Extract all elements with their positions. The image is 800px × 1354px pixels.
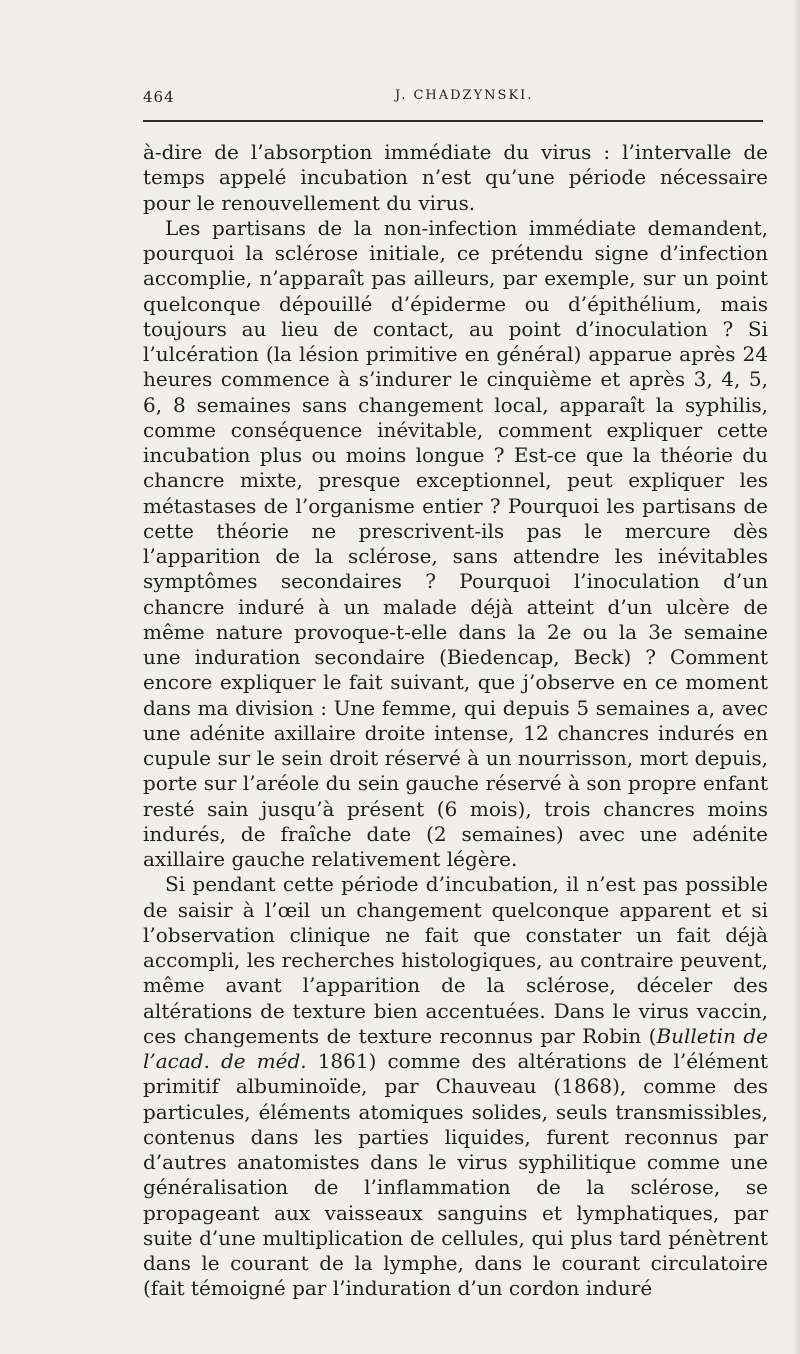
paragraph-histology xyxy=(143,872,768,1301)
paragraph-questions: Les partisans de la non-infection immédiate demandent, pourquoi la sclérose initiale, ce prétendu signe d’infection accomplie, n’apparaît pas ailleurs, par exemple, sur un point quelconque dépouillé d’épiderme ou d’épithélium, mais toujours au lieu de contact, au point d’inoculation ? Si l’ulcération (la lésion primitive en général) apparue après 24 heures commence à s’indurer le cinquième et après 3, 4, 5, 6, 8 semaines sans changement local, apparaît la syphilis, comme conséquence inévitable, comment expliquer cette incubation plus ou moins longue ? Est-ce que la théorie du chancre mixte, presque exceptionnel, peut expliquer les métastases de l’organisme entier ? Pourquoi les partisans de cette théorie ne prescrivent-ils pas le mercure dès l’apparition de la sclérose, sans attendre les inévitables symptômes secondaires ? Pourquoi l’inoculation d’un chancre induré à un malade déjà atteint d’un ulcère de même nature provoque-t-elle dans la 2e ou la 3e semaine une induration secondaire (Biedencap, Beck) ? Comment encore expliquer le fait suivant, que j’observe en ce moment dans ma division : Une femme, qui depuis 5 semaines a, avec une adénite axillaire droite intense, 12 chancres indurés en cupule sur le sein droit réservé à un nourrisson, mort depuis, porte sur l’aréole du sein gauche réservé à son propre enfant resté sain jusqu’à présent (6 mois), trois chancres moins indurés, de fraîche date (2 semaines) avec une adénite axillaire gauche relativement légère. xyxy=(143,215,768,871)
page-number: 464 xyxy=(143,88,175,106)
citation-bulletin: Bulletin de l’acad. de méd. xyxy=(143,1023,768,1073)
paragraph-continuation: à-dire de l’absorption immédiate du virus : l’intervalle de temps appelé incubation n’est qu’une période nécessaire pour le renouvellement du virus. xyxy=(143,140,768,215)
header-rule xyxy=(143,120,763,122)
paragraph-histology-end: 1861) comme des altérations de l’élément primitif albuminoïde, par Chauveau (1868), comme des particules, éléments atomiques solides, seuls transmissibles, contenus dans les parties liquides, furent reconnus par d’autres anatomistes dans le virus syphilitique comme une généralisation de l’inflammation de la sclérose, se propageant aux vaisseaux sanguins et lymphatiques, par suite d’une multiplication de cellules, qui plus tard pénètrent dans le courant de la lymphe, dans le courant circulatoire (fait témoigné par l’induration d’un cordon induré xyxy=(143,1049,769,1301)
page-header xyxy=(143,88,763,112)
paragraph-histology-start: Si pendant cette période d’incubation, il n’est pas possible de saisir à l’œil un changement quelconque apparent et si l’observation clinique ne fait que constater un fait déjà accompli, les recherches histologiques, au contraire peuvent, même avant l’apparition de la sclérose, déceler des altérations de texture bien accentuées. Dans le virus vaccin, ces changements de texture reconnus par Robin ( xyxy=(143,872,768,1048)
body-text xyxy=(143,140,768,1302)
running-head: J. CHADZYNSKI. xyxy=(395,88,534,103)
page-edge-shadow xyxy=(792,0,800,1354)
